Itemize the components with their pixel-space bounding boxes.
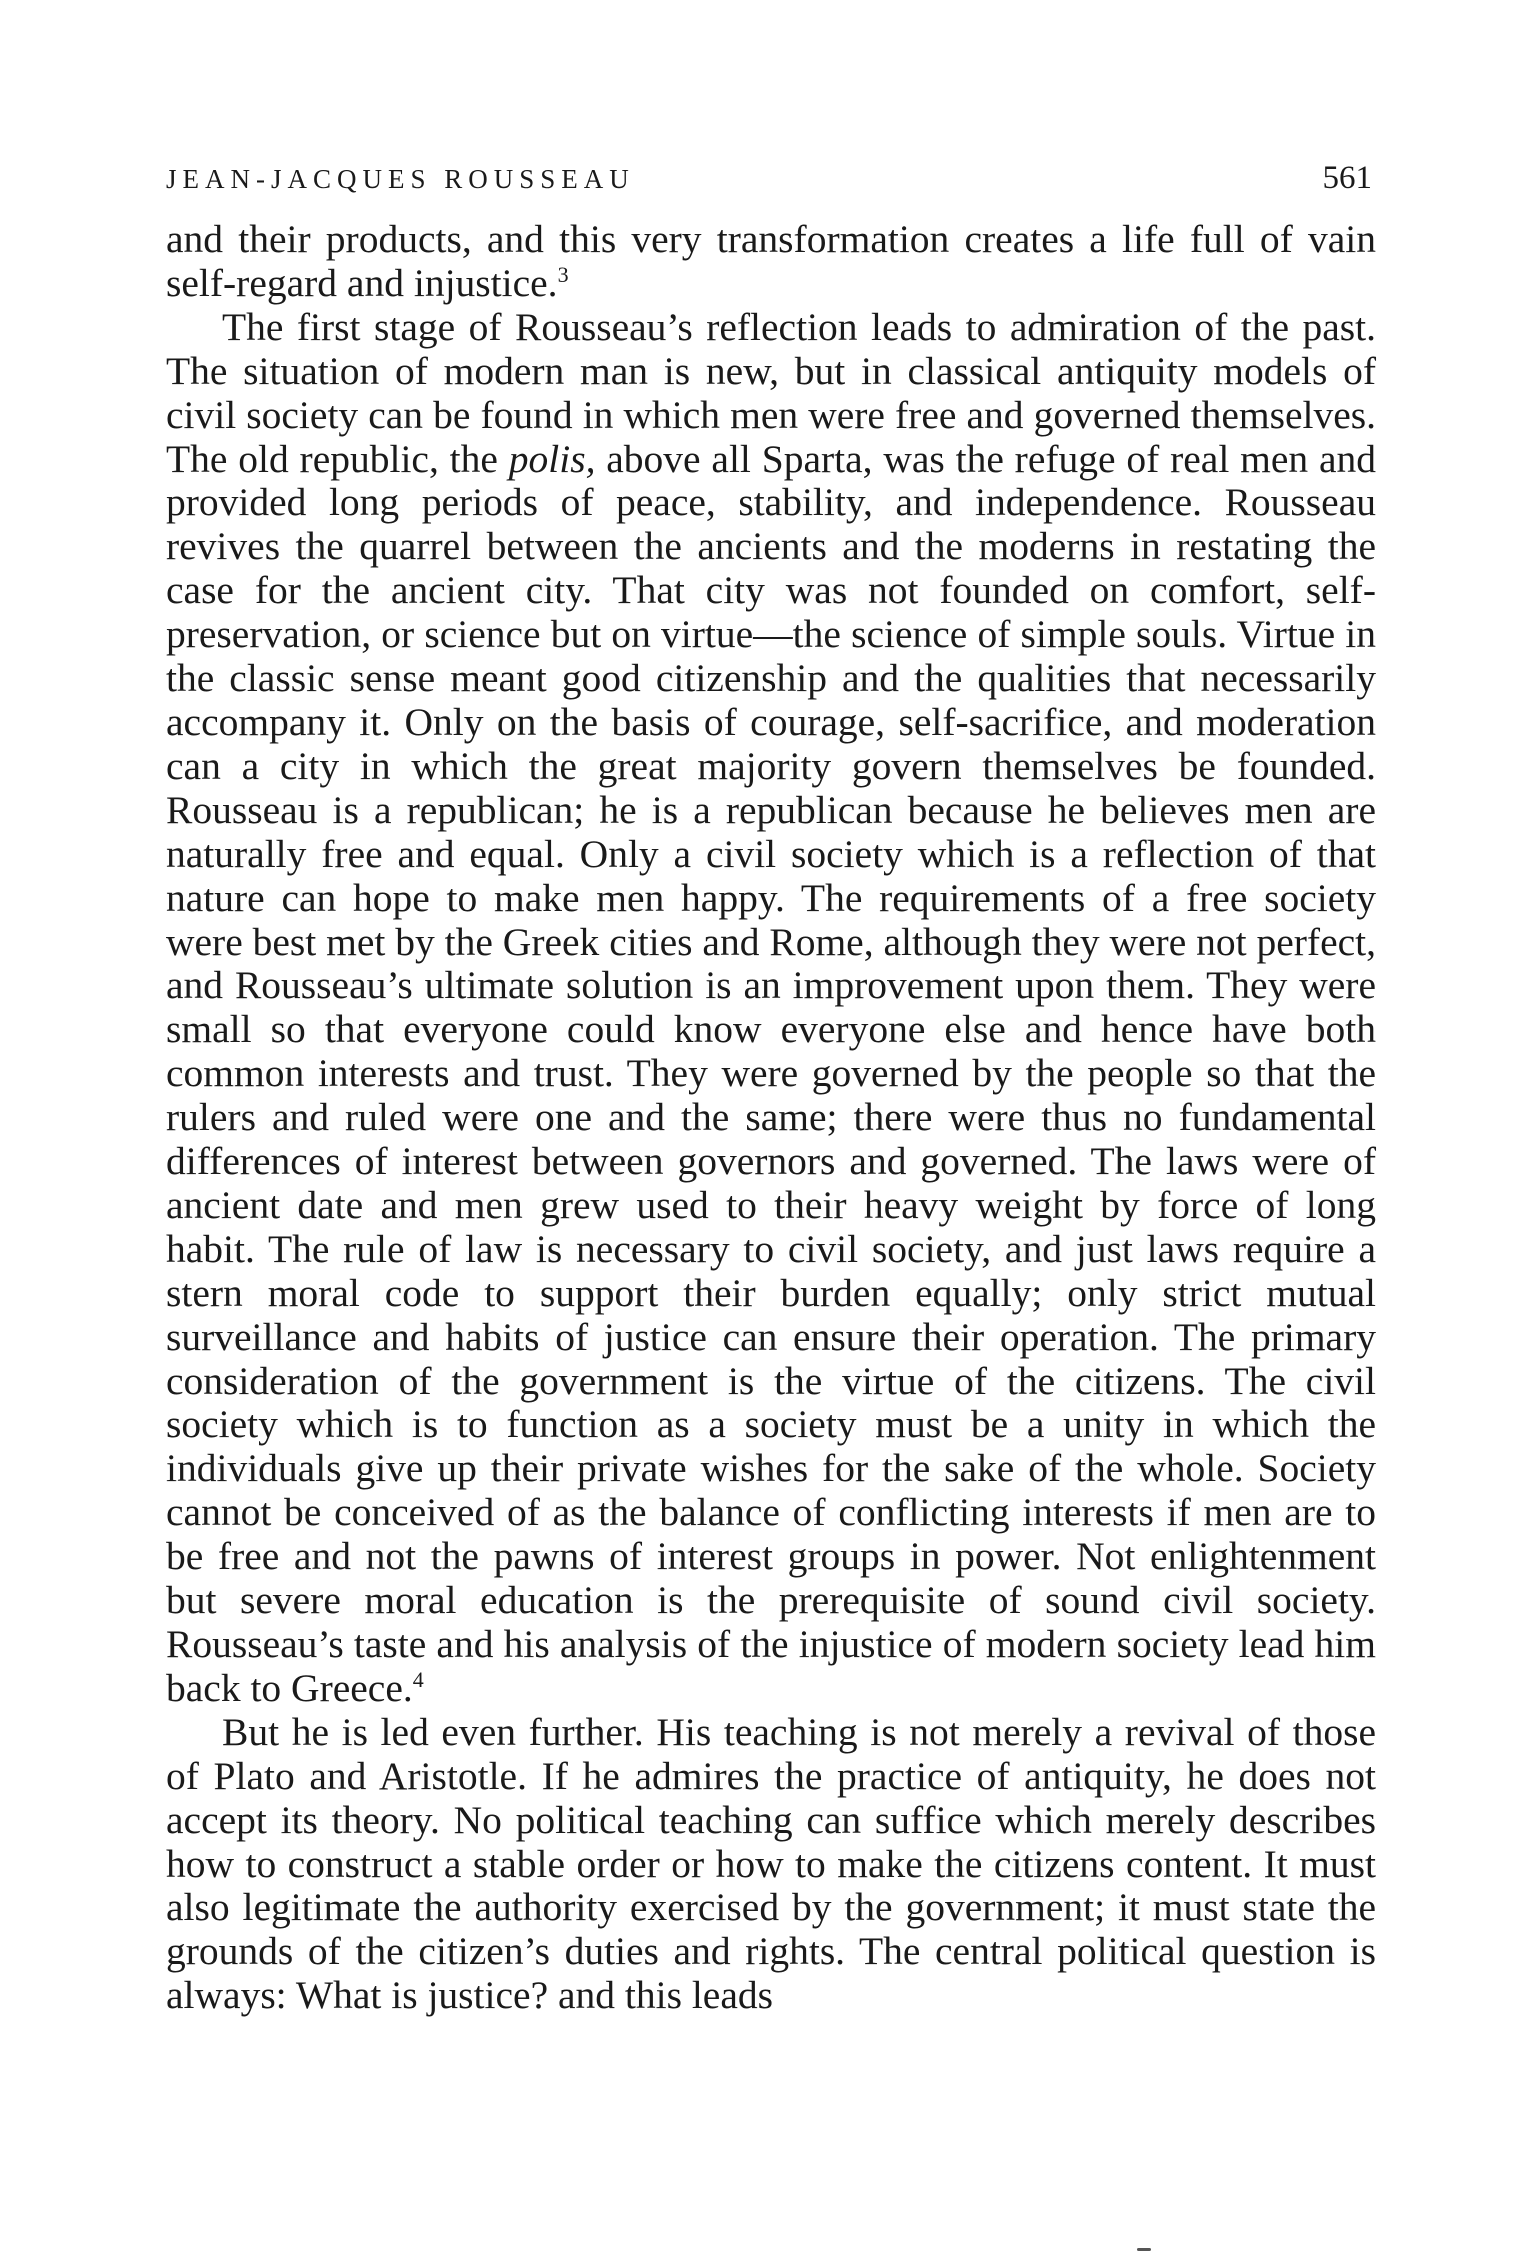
running-head	[166, 160, 1376, 206]
running-title: JEAN-JACQUES ROUSSEAU	[166, 164, 635, 194]
footnote-marker: 3	[557, 261, 569, 287]
print-mark	[1137, 2248, 1151, 2251]
paragraph-text: and their products, and this very transformation creates a life full of vain self-regard and injustice.	[166, 217, 1376, 305]
paragraph-text: above all Sparta, was the refuge of real men and provided long periods of peace, stability, and independence. Rousseau revives the quarrel between the ancients and the moderns in restating the case for the ancient city. That city was not founded on comfort, self-preservation, or science but on virtue—the science of simple souls. Virtue in the classic sense meant good citizenship and the qualities that necessarily accompany it. Only on the basis of courage, self-sacrifice, and moderation can a city in which the great majority govern themselves be founded. Rousseau is a republican; he is a republican because he believes men are naturally free and equal. Only a civil society which is a reflection of that nature can hope to make men happy. The requirements of a free society were best met by the Greek cities and Rome, although they were not perfect, and Rousseau’s ultimate solution is an improvement upon them. They were small so that everyone could know everyone else and hence have both common interests and trust. They were governed by the people so that the rulers and ruled were one and the same; there were thus no fundamental differences of interest between governors and governed. The laws were of ancient date and men grew used to their heavy weight by force of long habit. The rule of law is necessary to civil society, and just laws require a stern moral code to support their burden equally; only strict mutual surveillance and habits of justice can ensure their operation. The primary consideration of the government is the virtue of the citizens. The civil society which is to function as a society must be a unity in which the individuals give up their private wishes for the sake of the whole. Society cannot be conceived of as the balance of conflicting interests if men are to be free and not the pawns of interest groups in power. Not enlightenment but severe moral education is the prerequisite of sound civil society. Rousseau’s taste and his analysis of the injustice of modern society lead him back to Greece.	[166, 436, 1376, 1710]
footnote-marker: 4	[412, 1666, 424, 1692]
page-number: 561	[1322, 160, 1372, 196]
paragraph-text: But he is led even further. His teaching is not merely a revival of those of Plato and Aristotle. If he admires the practice of antiquity, he does not accept its theory. No political teaching can suffice which merely describes how to construct a stable order or how to make the citizens content. It must also legitimate the authority exercised by the government; it must state the grounds of the citizen’s duties and rights. The central political question is always: What is justice? and this leads	[166, 1709, 1376, 2018]
paragraph-further	[166, 1711, 1376, 2018]
italic-term: polis,	[508, 436, 596, 481]
book-page	[166, 160, 1376, 2018]
paragraph-text-lead: The first stage of Rousseau’s reflection leads to admiration of the past. The situation of modern man is new, but in classical antiquity models of civil society can be found in which men were free and governed themselves. The old republic, the	[166, 304, 1376, 481]
paragraph-continuation	[166, 218, 1376, 306]
paragraph-first-stage	[166, 306, 1376, 1711]
